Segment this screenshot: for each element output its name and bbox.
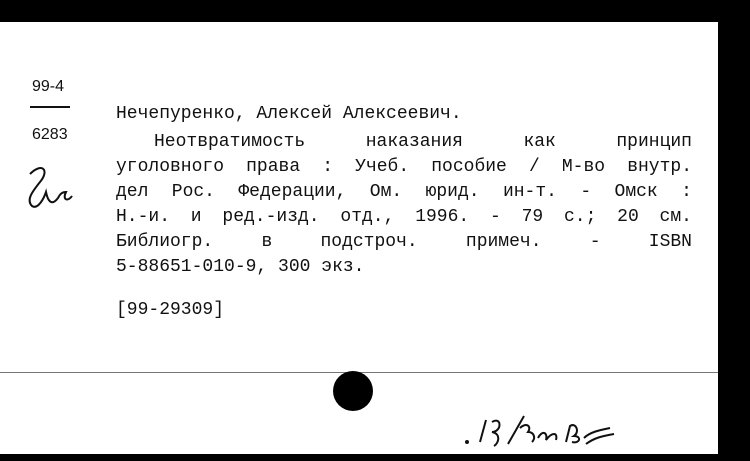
description-word: Учеб. (355, 157, 410, 177)
description-word: отд., (340, 207, 395, 227)
shelfmark-divider (30, 106, 70, 108)
description-word: - (589, 232, 601, 252)
description-line (116, 130, 692, 155)
description-word: 300 (278, 257, 311, 277)
description-word: с.; (563, 207, 597, 227)
description-word: наказания (365, 132, 463, 152)
description-word: Библиогр. (116, 232, 214, 252)
description-word: / (528, 157, 540, 177)
description-word: примеч. (465, 232, 542, 252)
description-word: подстроч. (320, 232, 418, 252)
description-word: права (246, 157, 301, 177)
description-word: 1996. (415, 207, 470, 227)
description-line (116, 155, 692, 180)
description-word: М-во (561, 157, 606, 177)
description-word: - (580, 182, 592, 202)
description-word: пособие (431, 157, 507, 177)
description-word: дел (116, 182, 149, 202)
shelfmark-top: 99-4 (32, 78, 65, 95)
description-word: принцип (616, 132, 692, 152)
description-word: как (523, 132, 556, 152)
description-line (116, 180, 692, 205)
catalog-card (0, 22, 718, 454)
description-word: : (322, 157, 334, 177)
description-word: - (489, 207, 501, 227)
description-word: и (190, 207, 202, 227)
description-line (116, 255, 692, 280)
punch-hole (333, 371, 373, 411)
description-word: 20 (617, 207, 639, 227)
description-word: см. (659, 207, 692, 227)
description-word: уголовного (116, 157, 225, 177)
handwritten-mark (22, 162, 82, 222)
description-word: ISBN (648, 232, 692, 252)
handwritten-note (462, 408, 632, 452)
description-word: юрид. (425, 182, 480, 202)
record-number: [99-29309] (116, 300, 225, 320)
description-word: ред.-изд. (222, 207, 320, 227)
description-word: внутр. (627, 157, 692, 177)
description-word: Рос. (171, 182, 215, 202)
description-line (116, 205, 692, 230)
description-word: : (681, 182, 692, 202)
description-word: Федерации, (238, 182, 347, 202)
description-word: 5-88651-010-9, (116, 257, 268, 277)
author-heading: Нечепуренко, Алексей Алексеевич. (116, 104, 462, 124)
bibliographic-description (116, 130, 692, 280)
description-word: Н.-и. (116, 207, 171, 227)
description-word: в (261, 232, 273, 252)
description-line (116, 230, 692, 255)
description-word: ин-т. (502, 182, 557, 202)
description-word: 79 (521, 207, 544, 227)
description-word: Омск (614, 182, 658, 202)
description-word: Неотвратимость (154, 132, 306, 152)
description-word: Ом. (369, 182, 403, 202)
description-word: экз. (321, 257, 365, 277)
shelfmark-bottom: 6283 (32, 126, 68, 143)
